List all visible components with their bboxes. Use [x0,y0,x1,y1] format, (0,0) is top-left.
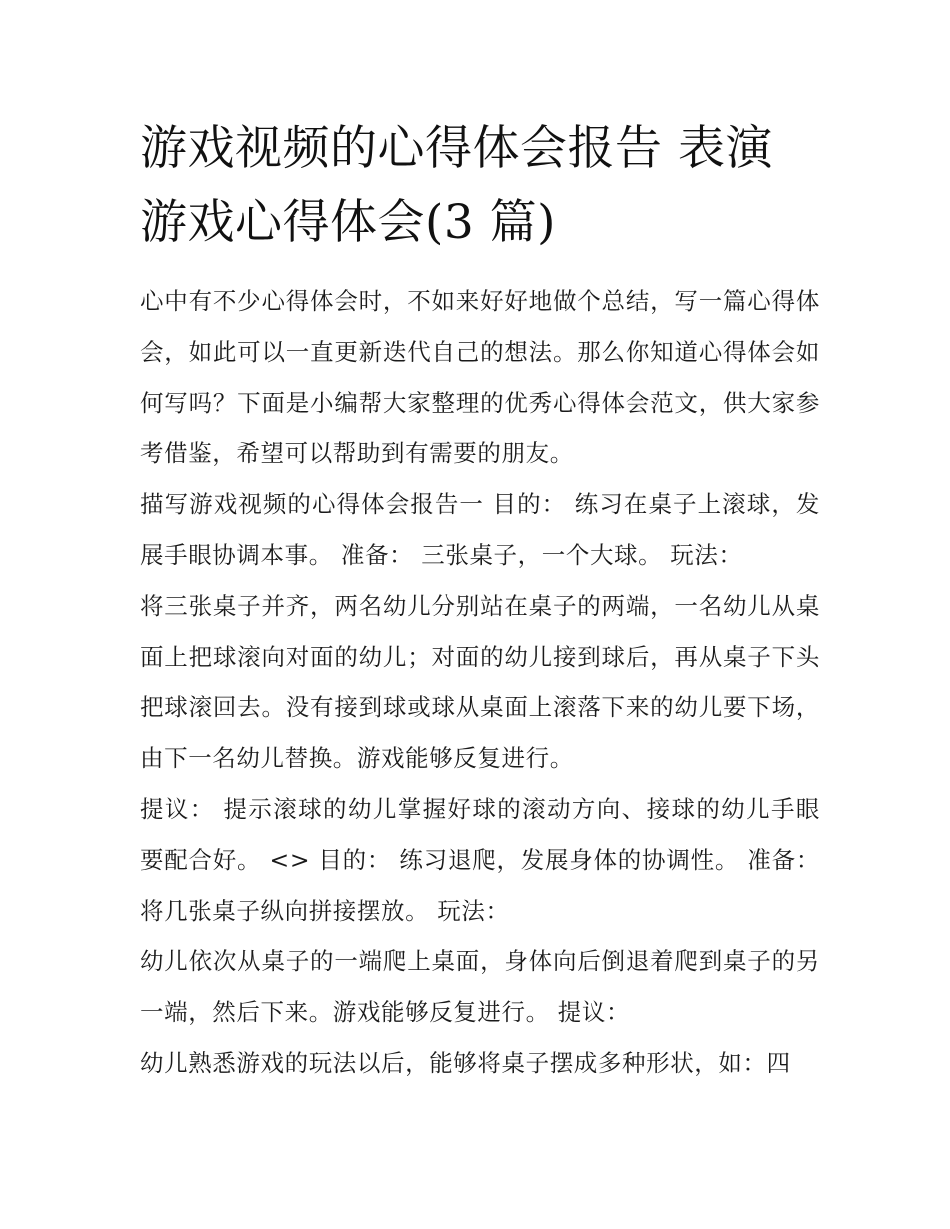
document-title [140,112,820,260]
paragraph-game-2-intro: 提议： 提示滚球的幼儿掌握好球的滚动方向、接球的幼儿手眼要配合好。 <> 目的： 练习退爬，发展身体的协调性。 准备： 将几张桌子纵向拼接摆放。 玩法： [140,794,820,925]
title-line-1: 游戏视频的心得体会报告 表演 [140,121,773,176]
document-body [140,276,820,1089]
paragraph-game-1-rules: 将三张桌子并齐，两名幼儿分别站在桌子的两端，一名幼儿从桌面上把球滚向对面的幼儿；对面的幼儿接到球后，再从桌子下头把球滚回去。没有接到球或球从桌面上滚落下来的幼儿要下场，由下一名幼儿替换。游戏能够反复进行。 [140,591,820,773]
document-page [140,112,820,1089]
paragraph-game-2-rules: 幼儿依次从桌子的一端爬上桌面，身体向后倒退着爬到桌子的另一端，然后下来。游戏能够反复进行。 提议： [140,947,820,1027]
paragraph-game-2-tips: 幼儿熟悉游戏的玩法以后，能够将桌子摆成多种形状，如：四 [140,1048,791,1077]
paragraph-game-1-intro: 描写游戏视频的心得体会报告一 目的： 练习在桌子上滚球，发展手眼协调本事。 准备： 三张桌子，一个大球。 玩法： [140,490,820,569]
paragraph-intro: 心中有不少心得体会时，不如来好好地做个总结，写一篇心得体会，如此可以一直更新迭代自己的想法。那么你知道心得体会如何写吗？下面是小编帮大家整理的优秀心得体会范文，供大家参考借鉴，希望可以帮助到有需要的朋友。 [140,287,820,468]
title-line-2: 游戏心得体会(3 篇) [140,195,557,250]
